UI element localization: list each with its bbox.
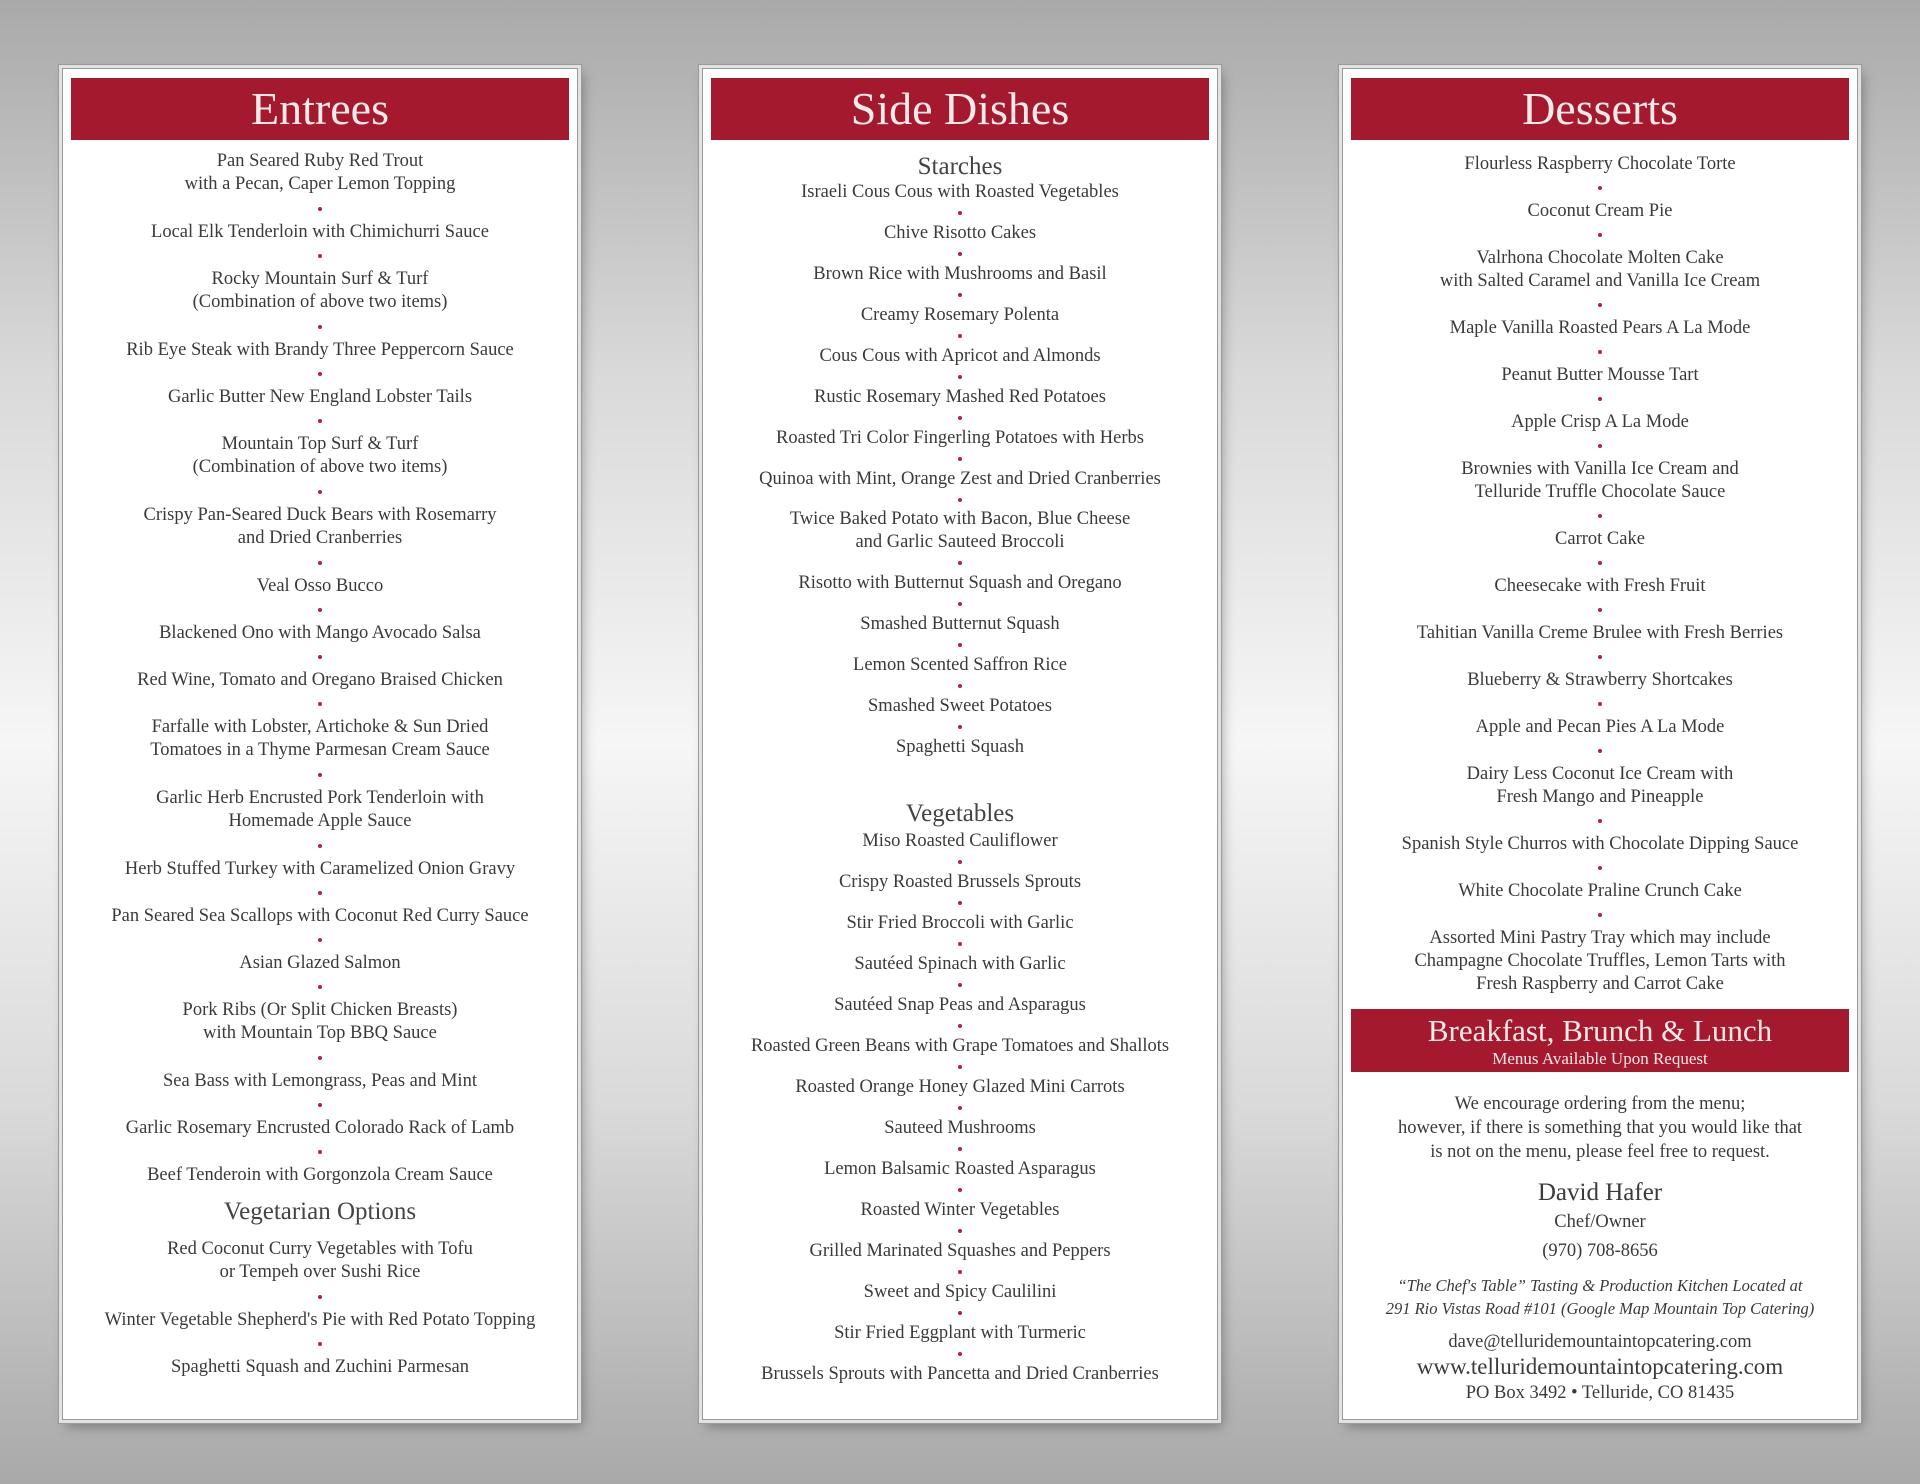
separator-dot: [711, 594, 1209, 613]
menu-item-text: Spaghetti Squash: [896, 736, 1024, 757]
menu-item-text: Stir Fried Broccoli with Garlic: [846, 912, 1074, 933]
menu-item: [711, 386, 1209, 408]
menu-item: [711, 1240, 1209, 1262]
separator-dot: [711, 1180, 1209, 1199]
menu-item: [711, 830, 1209, 852]
separator-dot: [71, 480, 569, 503]
menu-item: [71, 338, 569, 362]
menu-item-text: Tomatoes in a Thyme Parmesan Cream Sauce: [150, 740, 490, 760]
side-dishes-title: Side Dishes: [711, 78, 1209, 140]
separator-dot: [711, 852, 1209, 871]
menu-item-text: with Salted Caramel and Vanilla Ice Cream: [1439, 271, 1761, 291]
separator-dot: [711, 285, 1209, 304]
menu-item-text: Blackened Ono with Mango Avocado Salsa: [159, 622, 481, 643]
menu-item: [711, 222, 1209, 244]
menu-item-text: Sauteed Mushrooms: [884, 1117, 1036, 1138]
order-note: [1351, 1092, 1849, 1164]
menu-item-text: Sautéed Spinach with Garlic: [854, 953, 1066, 974]
menu-item-text: Sea Bass with Lemongrass, Peas and Mint: [163, 1070, 477, 1091]
separator-dot: [711, 1303, 1209, 1322]
kitchen-address: [1351, 1274, 1849, 1320]
separator-dot: [711, 717, 1209, 736]
menu-item-text: Telluride Truffle Chocolate Sauce: [1474, 482, 1726, 502]
menu-item-text: Asian Glazed Salmon: [239, 952, 401, 973]
separator-dot: [711, 1016, 1209, 1035]
menu-item-text: Fresh Mango and Pineapple: [1496, 787, 1704, 807]
separator-dot: [71, 1285, 569, 1308]
menu-item-text: Roasted Green Beans with Grape Tomatoes and Shallots: [750, 1035, 1170, 1056]
menu-item-text: Winter Vegetable Shepherd's Pie with Red Potato Topping: [104, 1309, 536, 1330]
menu-item-text: Flourless Raspberry Chocolate Torte: [1464, 154, 1736, 174]
menu-item-text: Garlic Rosemary Encrusted Colorado Rack of Lamb: [125, 1117, 515, 1138]
separator-dot: [711, 1098, 1209, 1117]
menu-item-text: Twice Baked Potato with Bacon, Blue Cheese: [789, 509, 1131, 529]
separator-dot: [71, 409, 569, 432]
desserts-title: Desserts: [1351, 78, 1849, 140]
menu-item-text: Local Elk Tenderloin with Chimichurri Sauce: [151, 221, 489, 242]
menu-item: [711, 1158, 1209, 1180]
menu-item: [711, 912, 1209, 934]
menu-item: [71, 904, 569, 928]
menu-item-text: Brownies with Vanilla Ice Cream and: [1461, 459, 1739, 479]
menu-item: [71, 621, 569, 645]
menu-item-text: Maple Vanilla Roasted Pears A La Mode: [1449, 318, 1751, 338]
menu-item: [71, 786, 569, 834]
menu-item-text: Blueberry & Strawberry Shortcakes: [1467, 670, 1733, 690]
menu-item: [711, 695, 1209, 717]
menu-item: [71, 432, 569, 480]
menu-item: [71, 998, 569, 1046]
menu-item: [711, 427, 1209, 449]
separator-dot: [71, 244, 569, 267]
chef-role: Chef/Owner: [1554, 1212, 1646, 1232]
menu-item-text: White Chocolate Praline Crunch Cake: [1458, 881, 1742, 901]
separator-dot: [1351, 387, 1849, 411]
menu-item: [1351, 763, 1849, 809]
order-note-line: however, if there is something that you would like that: [1397, 1118, 1803, 1138]
menu-item: [711, 509, 1209, 553]
menu-item: [71, 668, 569, 692]
phone-number: (970) 708-8656: [1542, 1241, 1658, 1261]
menu-item-text: Rustic Rosemary Mashed Red Potatoes: [814, 386, 1106, 407]
menu-item: [1351, 622, 1849, 645]
address-line: 291 Rio Vistas Road #101 (Google Map Mountain Top Catering): [1385, 1299, 1815, 1318]
entrees-list: [71, 149, 569, 1379]
separator-dot: [711, 975, 1209, 994]
separator-dot: [1351, 809, 1849, 833]
menu-item-text: Spanish Style Churros with Chocolate Dipping Sauce: [1401, 834, 1799, 854]
menu-item-text: and Dried Cranberries: [237, 528, 403, 548]
menu-item: [71, 857, 569, 881]
menu-item-text: Cheesecake with Fresh Fruit: [1494, 576, 1706, 596]
menu-item-text: Pan Seared Sea Scallops with Coconut Red Curry Sauce: [111, 905, 529, 926]
menu-item-text: Lemon Balsamic Roasted Asparagus: [824, 1158, 1096, 1179]
menu-item-text: Brown Rice with Mushrooms and Basil: [813, 263, 1107, 284]
separator-dot: [711, 326, 1209, 345]
menu-item-text: Grilled Marinated Squashes and Peppers: [809, 1240, 1111, 1261]
menu-item: [711, 871, 1209, 893]
menu-item: [711, 1076, 1209, 1098]
menu-item: [711, 468, 1209, 490]
menu-item-text: Fresh Raspberry and Carrot Cake: [1476, 974, 1724, 994]
menu-item-text: Brussels Sprouts with Pancetta and Dried Cranberries: [761, 1363, 1159, 1384]
menu-item-text: Israeli Cous Cous with Roasted Vegetables: [801, 181, 1119, 202]
separator-dot: [71, 315, 569, 338]
menu-item: [711, 263, 1209, 285]
menu-item: [71, 385, 569, 409]
menu-item-text: Pan Seared Ruby Red Trout: [216, 151, 424, 171]
separator-dot: [71, 197, 569, 220]
menu-item-text: Rocky Mountain Surf & Turf: [211, 269, 429, 289]
menu-item-text: Quinoa with Mint, Orange Zest and Dried Cranberries: [759, 468, 1161, 489]
menu-item-text: Smashed Sweet Potatoes: [868, 695, 1052, 716]
address-line: “The Chef's Table” Tasting & Production Kitchen Located at: [1397, 1276, 1803, 1295]
separator-dot: [71, 692, 569, 715]
menu-item-text: Apple Crisp A La Mode: [1511, 412, 1689, 432]
email-link[interactable]: dave@telluridemountaintopcatering.com: [1448, 1332, 1752, 1352]
menu-item: [71, 1163, 569, 1187]
menu-item-text: Red Wine, Tomato and Oregano Braised Chicken: [137, 669, 503, 690]
separator-dot: [711, 367, 1209, 386]
menu-item-text: Crispy Roasted Brussels Sprouts: [838, 871, 1082, 892]
separator-dot: [71, 834, 569, 857]
separator-dot: [711, 244, 1209, 263]
separator-dot: [711, 635, 1209, 654]
separator-dot: [711, 408, 1209, 427]
menu-item: [71, 1237, 569, 1285]
separator-dot: [71, 763, 569, 786]
menu-item-text: Farfalle with Lobster, Artichoke & Sun Dried: [151, 717, 489, 737]
separator-dot: [1351, 434, 1849, 458]
separator-dot: [71, 645, 569, 668]
separator-dot: [71, 1046, 569, 1069]
menu-item-text: with a Pecan, Caper Lemon Topping: [184, 174, 456, 194]
menu-item-text: Garlic Herb Encrusted Pork Tenderloin with: [156, 788, 484, 808]
menu-item: [711, 1322, 1209, 1344]
menu-item: [1351, 200, 1849, 223]
menu-item: [1351, 833, 1849, 856]
menu-item: [1351, 153, 1849, 176]
separator-dot: [71, 881, 569, 904]
menu-item: [1351, 364, 1849, 387]
entrees-title: Entrees: [71, 78, 569, 140]
chef-name: David Hafer: [1537, 1179, 1663, 1206]
desserts-panel: [1342, 68, 1858, 1420]
menu-item-text: Red Coconut Curry Vegetables with Tofu: [167, 1239, 473, 1259]
section-subheading: Starches: [917, 153, 1003, 180]
separator-dot: [1351, 223, 1849, 247]
separator-dot: [71, 1140, 569, 1163]
menu-item-text: Stir Fried Eggplant with Turmeric: [834, 1322, 1086, 1343]
contact-block: [1351, 1092, 1849, 1406]
separator-dot: [711, 1221, 1209, 1240]
menu-item-text: Cous Cous with Apricot and Almonds: [819, 345, 1101, 366]
separator-dot: [1351, 692, 1849, 716]
menu-item: [711, 1117, 1209, 1139]
menu-item: [1351, 458, 1849, 504]
menu-item: [711, 1363, 1209, 1385]
separator-dot: [1351, 598, 1849, 622]
separator-dot: [711, 490, 1209, 509]
menu-item-text: Valrhona Chocolate Molten Cake: [1476, 248, 1724, 268]
menu-item: [711, 1035, 1209, 1057]
separator-dot: [711, 934, 1209, 953]
menu-item: [711, 994, 1209, 1016]
menu-item: [71, 715, 569, 763]
menu-item-text: Dairy Less Coconut Ice Cream with: [1466, 764, 1734, 784]
menu-item-text: Champagne Chocolate Truffles, Lemon Tarts with: [1414, 951, 1786, 971]
separator-dot: [711, 449, 1209, 468]
separator-dot: [1351, 903, 1849, 927]
menu-item-text: Mountain Top Surf & Turf: [221, 434, 419, 454]
menu-item: [1351, 716, 1849, 739]
menu-item-text: Pork Ribs (Or Split Chicken Breasts): [182, 1000, 458, 1020]
separator-dot: [1351, 340, 1849, 364]
menu-item: [71, 1116, 569, 1140]
menu-item: [71, 267, 569, 315]
menu-item: [711, 736, 1209, 758]
separator-dot: [711, 893, 1209, 912]
menu-item: [71, 503, 569, 551]
menu-item: [1351, 575, 1849, 598]
menu-item-text: Assorted Mini Pastry Tray which may include: [1429, 928, 1771, 948]
menu-item-text: Roasted Orange Honey Glazed Mini Carrots: [795, 1076, 1125, 1097]
separator-dot: [1351, 176, 1849, 200]
side-dishes-panel: [702, 68, 1218, 1420]
separator-dot: [1351, 645, 1849, 669]
separator-dot: [711, 1262, 1209, 1281]
order-note-line: We encourage ordering from the menu;: [1454, 1094, 1746, 1114]
menu-item-text: Garlic Butter New England Lobster Tails: [167, 386, 473, 407]
order-note-line: is not on the menu, please feel free to request.: [1430, 1142, 1770, 1162]
desserts-list: [1351, 153, 1849, 996]
separator-dot: [711, 1344, 1209, 1363]
separator-dot: [71, 598, 569, 621]
separator-dot: [1351, 551, 1849, 575]
section-spacer: [711, 758, 1209, 798]
menu-item-text: Rib Eye Steak with Brandy Three Peppercorn Sauce: [126, 339, 514, 360]
separator-dot: [71, 975, 569, 998]
menu-item-text: Creamy Rosemary Polenta: [860, 304, 1060, 325]
menu-item: [1351, 880, 1849, 903]
section-subheading: Vegetables: [905, 800, 1015, 827]
separator-dot: [71, 1093, 569, 1116]
menu-item-text: Roasted Winter Vegetables: [860, 1199, 1060, 1220]
separator-dot: [1351, 739, 1849, 763]
menu-item-text: Coconut Cream Pie: [1527, 201, 1673, 221]
menu-item: [711, 181, 1209, 203]
menu-item-text: (Combination of above two items): [192, 292, 448, 312]
side-dishes-list: [711, 153, 1209, 1385]
brunch-subtitle: Menus Available Upon Request: [1492, 1049, 1708, 1068]
menu-item-text: Crispy Pan-Seared Duck Bears with Rosemarry: [143, 505, 497, 525]
menu-item: [71, 1069, 569, 1093]
menu-item-text: with Mountain Top BBQ Sauce: [203, 1023, 437, 1043]
separator-dot: [1351, 293, 1849, 317]
menu-item-text: Carrot Cake: [1555, 529, 1645, 549]
separator-dot: [711, 203, 1209, 222]
menu-item-text: Chive Risotto Cakes: [883, 222, 1037, 243]
menu-item-text: Herb Stuffed Turkey with Caramelized Onion Gravy: [124, 858, 516, 879]
menu-item: [711, 953, 1209, 975]
menu-item: [711, 1281, 1209, 1303]
menu-item-text: Spaghetti Squash and Zuchini Parmesan: [170, 1356, 469, 1377]
menu-item-text: Veal Osso Bucco: [256, 575, 384, 596]
separator-dot: [711, 553, 1209, 572]
menu-item: [1351, 317, 1849, 340]
separator-dot: [71, 551, 569, 574]
menu-item-text: Miso Roasted Cauliflower: [862, 830, 1058, 851]
menu-item-text: Roasted Tri Color Fingerling Potatoes with Herbs: [776, 427, 1144, 448]
menu-item-text: Peanut Butter Mousse Tart: [1501, 365, 1699, 385]
website-link[interactable]: www.telluridemountaintopcatering.com: [1416, 1354, 1784, 1379]
menu-item: [1351, 669, 1849, 692]
menu-item-text: Sweet and Spicy Caulilini: [863, 1281, 1057, 1302]
brunch-banner: [1351, 1009, 1849, 1072]
menu-item-text: (Combination of above two items): [192, 457, 448, 477]
menu-item: [711, 345, 1209, 367]
separator-dot: [1351, 504, 1849, 528]
menu-item: [711, 613, 1209, 635]
menu-item: [711, 572, 1209, 594]
menu-item: [71, 220, 569, 244]
po-box: PO Box 3492 • Telluride, CO 81435: [1465, 1383, 1735, 1403]
menu-item: [711, 1199, 1209, 1221]
separator-dot: [1351, 856, 1849, 880]
menu-item: [1351, 927, 1849, 996]
brunch-title: Breakfast, Brunch & Lunch: [1427, 1013, 1773, 1048]
menu-item: [71, 951, 569, 975]
menu-item: [1351, 411, 1849, 434]
menu-item-text: or Tempeh over Sushi Rice: [219, 1262, 421, 1282]
menu-item: [71, 574, 569, 598]
separator-dot: [711, 676, 1209, 695]
menu-item: [1351, 247, 1849, 293]
separator-dot: [711, 1139, 1209, 1158]
menu-item-text: Sautéed Snap Peas and Asparagus: [834, 994, 1086, 1015]
separator-dot: [711, 1057, 1209, 1076]
menu-item-text: Beef Tenderoin with Gorgonzola Cream Sauce: [147, 1164, 493, 1185]
menu-item: [711, 654, 1209, 676]
menu-item-text: Tahitian Vanilla Creme Brulee with Fresh Berries: [1416, 623, 1784, 643]
menu-item: [71, 149, 569, 197]
separator-dot: [71, 362, 569, 385]
menu-item-text: Smashed Butternut Squash: [860, 613, 1060, 634]
separator-dot: [71, 1332, 569, 1355]
section-subheading: Vegetarian Options: [223, 1198, 417, 1225]
menu-item-text: Lemon Scented Saffron Rice: [853, 654, 1067, 675]
menu-item: [71, 1308, 569, 1332]
entrees-panel: [62, 68, 578, 1420]
menu-item-text: Risotto with Butternut Squash and Oregano: [798, 572, 1122, 593]
menu-item-text: Homemade Apple Sauce: [228, 811, 412, 831]
menu-item-text: Apple and Pecan Pies A La Mode: [1475, 717, 1725, 737]
menu-item: [711, 304, 1209, 326]
menu-item: [1351, 528, 1849, 551]
separator-dot: [71, 928, 569, 951]
menu-item-text: and Garlic Sauteed Broccoli: [855, 532, 1065, 552]
menu-item: [71, 1355, 569, 1379]
